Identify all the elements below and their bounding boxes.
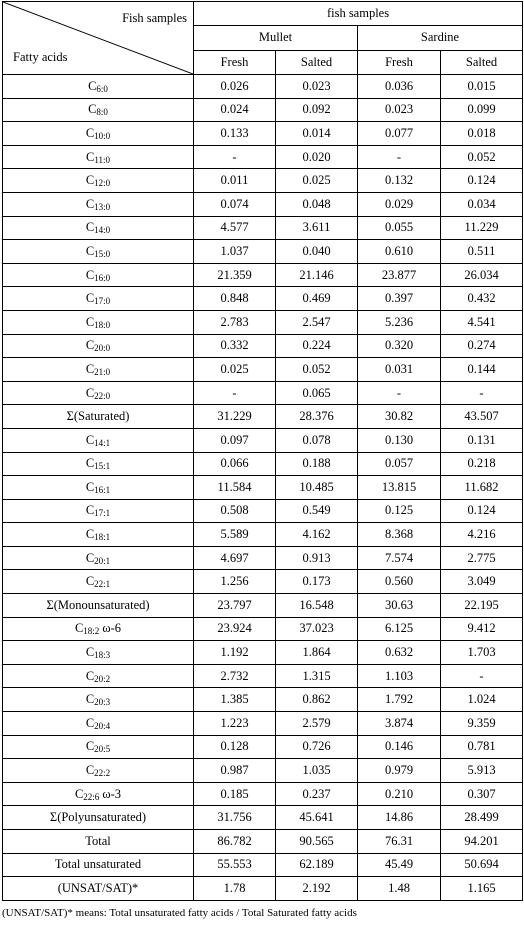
carbon-chain-subscript: 22:6 [83,791,100,802]
fatty-acid-name: C [85,645,95,660]
value-cell: 1.192 [194,641,276,665]
state-header: Fresh [358,50,441,74]
species-header-mullet: Mullet [194,26,358,50]
value-cell: 4.162 [276,523,358,547]
value-cell: 0.188 [276,452,358,476]
value-cell: 5.236 [358,310,441,334]
value-cell: 1.037 [194,240,276,264]
fatty-acid-label [3,806,194,830]
fatty-acid-label [3,853,194,877]
carbon-chain-subscript: 21:0 [94,366,111,377]
table-row [3,287,523,311]
value-cell: 45.49 [358,853,441,877]
table-row [3,546,523,570]
value-cell: 4.216 [441,523,523,547]
value-cell: 1.385 [194,688,276,712]
table-row [3,782,523,806]
value-cell: - [358,381,441,405]
carbon-chain-subscript: 11:0 [94,154,110,165]
value-cell: 0.185 [194,782,276,806]
fatty-acid-name: C [85,125,95,140]
value-cell: 10.485 [276,476,358,500]
value-cell: 0.987 [194,759,276,783]
value-cell: 0.074 [194,192,276,216]
carbon-chain-subscript: 16:0 [94,272,111,283]
value-cell: 0.024 [194,98,276,122]
value-cell: 0.237 [276,782,358,806]
value-cell: 3.049 [441,570,523,594]
value-cell: 0.052 [276,358,358,382]
table-row [3,122,523,146]
fatty-acid-name: C [85,550,95,565]
fatty-acid-label [3,169,194,193]
fatty-acid-name: Total [85,833,111,848]
value-cell: 28.376 [276,405,358,429]
value-cell: 21.359 [194,263,276,287]
fatty-acids-label: Fatty acids [13,50,68,64]
fatty-acid-name: Σ(Monounsaturated) [46,597,150,612]
fatty-acid-name: C [85,361,95,376]
value-cell: 31.756 [194,806,276,830]
table-row [3,240,523,264]
table-row [3,216,523,240]
value-cell: 94.201 [441,830,523,854]
fatty-acid-label [3,98,194,122]
fatty-acid-label [3,381,194,405]
carbon-chain-subscript: 14:0 [94,225,111,236]
value-cell: 11.229 [441,216,523,240]
value-cell: 86.782 [194,830,276,854]
value-cell: 0.128 [194,735,276,759]
table-row [3,98,523,122]
fatty-acid-label [3,452,194,476]
value-cell: 0.077 [358,122,441,146]
table-row [3,641,523,665]
value-cell: 0.025 [276,169,358,193]
value-cell: 11.682 [441,476,523,500]
fatty-acid-label [3,735,194,759]
table-row [3,263,523,287]
value-cell: 37.023 [276,617,358,641]
fatty-acid-name: C [85,668,95,683]
table-row [3,664,523,688]
value-cell: 0.332 [194,334,276,358]
table-body [3,2,523,901]
fatty-acid-label [3,75,194,99]
value-cell: 8.368 [358,523,441,547]
value-cell: 0.018 [441,122,523,146]
value-cell: 0.397 [358,287,441,311]
table-row [3,476,523,500]
value-cell: 7.574 [358,546,441,570]
value-cell: 0.144 [441,358,523,382]
fatty-acid-label [3,405,194,429]
fatty-acid-name: C [85,527,95,542]
value-cell: 0.632 [358,641,441,665]
fish-samples-label: Fish samples [122,11,187,25]
carbon-chain-subscript: 18:1 [94,532,111,543]
value-cell: 0.131 [441,428,523,452]
fatty-acid-name: C [85,479,95,494]
value-cell: 13.815 [358,476,441,500]
value-cell: 0.029 [358,192,441,216]
fatty-acid-label [3,334,194,358]
footnote: (UNSAT/SAT)* means: Total unsaturated fatty acids / Total Saturated fatty acids [2,907,357,919]
fatty-acid-label [3,782,194,806]
value-cell: 76.31 [358,830,441,854]
value-cell: 55.553 [194,853,276,877]
species-header-sardine: Sardine [358,26,523,50]
value-cell: 23.877 [358,263,441,287]
table-row [3,452,523,476]
value-cell: 3.874 [358,712,441,736]
value-cell: 0.031 [358,358,441,382]
carbon-chain-subscript: 18:0 [94,319,111,330]
value-cell: - [441,381,523,405]
fatty-acid-label [3,688,194,712]
value-cell: 1.035 [276,759,358,783]
value-cell: 0.014 [276,122,358,146]
fatty-acid-label [3,122,194,146]
fatty-acid-label [3,476,194,500]
fatty-acid-label [3,664,194,688]
value-cell: 0.726 [276,735,358,759]
carbon-chain-subscript: 20:1 [94,555,111,566]
value-cell: 9.412 [441,617,523,641]
fatty-acid-name: C [85,243,95,258]
value-cell: 1.165 [441,877,523,901]
state-header: Salted [441,50,523,74]
value-cell: 1.223 [194,712,276,736]
value-cell: 0.469 [276,287,358,311]
table-row [3,806,523,830]
header-row-group [3,2,523,26]
value-cell: 0.092 [276,98,358,122]
value-cell: 0.023 [358,98,441,122]
omega-suffix: ω-6 [99,621,122,636]
fatty-acid-name: C [85,574,95,589]
value-cell: 0.036 [358,75,441,99]
value-cell: 0.132 [358,169,441,193]
fatty-acid-name: C [85,715,95,730]
value-cell: 0.097 [194,428,276,452]
value-cell: 5.913 [441,759,523,783]
value-cell: 23.924 [194,617,276,641]
value-cell: 6.125 [358,617,441,641]
value-cell: 1.024 [441,688,523,712]
carbon-chain-subscript: 13:0 [94,201,111,212]
fatty-acid-name: C [85,291,95,306]
value-cell: 0.913 [276,546,358,570]
omega-suffix: ω-3 [99,786,122,801]
fatty-acid-label [3,546,194,570]
fatty-acid-label [3,216,194,240]
fatty-acid-label [3,570,194,594]
table-row [3,145,523,169]
value-cell: 0.026 [194,75,276,99]
value-cell: 0.023 [276,75,358,99]
fatty-acid-name: C [85,385,95,400]
table-row [3,310,523,334]
value-cell: 0.508 [194,499,276,523]
fatty-acid-name: Σ(Saturated) [66,409,130,424]
fatty-acid-label [3,192,194,216]
value-cell: 11.584 [194,476,276,500]
fatty-acid-name: C [74,621,84,636]
table-row [3,358,523,382]
value-cell: 1.864 [276,641,358,665]
value-cell: 0.040 [276,240,358,264]
value-cell: 0.610 [358,240,441,264]
fatty-acid-label [3,830,194,854]
table-row [3,523,523,547]
value-cell: 4.541 [441,310,523,334]
value-cell: 16.548 [276,594,358,618]
value-cell: 0.099 [441,98,523,122]
value-cell: 3.611 [276,216,358,240]
fatty-acid-name: C [85,763,95,778]
carbon-chain-subscript: 22:1 [94,579,111,590]
fatty-acid-label [3,617,194,641]
value-cell: 2.775 [441,546,523,570]
value-cell: 30.82 [358,405,441,429]
carbon-chain-subscript: 20:3 [94,697,111,708]
value-cell: 0.432 [441,287,523,311]
carbon-chain-subscript: 8:0 [96,107,108,118]
fatty-acid-label [3,877,194,901]
fatty-acid-name: (UNSAT/SAT)* [57,880,139,895]
value-cell: 1.78 [194,877,276,901]
value-cell: 0.055 [358,216,441,240]
fatty-acid-name: C [85,456,95,471]
table-row [3,877,523,901]
value-cell: 1.703 [441,641,523,665]
fatty-acid-label [3,145,194,169]
table-row [3,830,523,854]
value-cell: 9.359 [441,712,523,736]
table-row [3,192,523,216]
value-cell: 0.048 [276,192,358,216]
value-cell: 30.63 [358,594,441,618]
fatty-acid-label [3,287,194,311]
fatty-acid-name: C [85,338,95,353]
carbon-chain-subscript: 20:5 [94,744,111,755]
value-cell: 0.146 [358,735,441,759]
value-cell: 90.565 [276,830,358,854]
fatty-acid-label [3,759,194,783]
value-cell: 28.499 [441,806,523,830]
value-cell: 1.315 [276,664,358,688]
carbon-chain-subscript: 15:1 [94,461,111,472]
fatty-acid-label [3,310,194,334]
carbon-chain-subscript: 16:1 [94,484,111,495]
fatty-acid-name: C [85,739,95,754]
carbon-chain-subscript: 12:0 [94,178,111,189]
carbon-chain-subscript: 10:0 [94,130,111,141]
carbon-chain-subscript: 20:0 [94,343,111,354]
table-row [3,428,523,452]
value-cell: - [194,381,276,405]
table-row [3,853,523,877]
value-cell: 0.052 [441,145,523,169]
value-cell: 0.218 [441,452,523,476]
value-cell: - [441,664,523,688]
carbon-chain-subscript: 14:1 [94,437,111,448]
fatty-acid-name: Σ(Polyunsaturated) [49,810,147,825]
fatty-acid-label [3,712,194,736]
table-row [3,688,523,712]
value-cell: 0.173 [276,570,358,594]
value-cell: 0.210 [358,782,441,806]
carbon-chain-subscript: 17:0 [94,296,111,307]
fatty-acid-name: C [85,267,95,282]
value-cell: 5.589 [194,523,276,547]
carbon-chain-subscript: 22:0 [94,390,111,401]
value-cell: 0.862 [276,688,358,712]
value-cell: 0.057 [358,452,441,476]
carbon-chain-subscript: 17:1 [94,508,111,519]
value-cell: 31.229 [194,405,276,429]
value-cell: 4.577 [194,216,276,240]
value-cell: 4.697 [194,546,276,570]
table-row [3,570,523,594]
table-row [3,334,523,358]
value-cell: - [358,145,441,169]
value-cell: 0.848 [194,287,276,311]
value-cell: 0.307 [441,782,523,806]
value-cell: 0.025 [194,358,276,382]
value-cell: 0.224 [276,334,358,358]
table-row [3,499,523,523]
table-row [3,169,523,193]
value-cell: 14.86 [358,806,441,830]
value-cell: 2.192 [276,877,358,901]
carbon-chain-subscript: 18:3 [94,650,111,661]
value-cell: 22.195 [441,594,523,618]
value-cell: 50.694 [441,853,523,877]
fatty-acid-label [3,594,194,618]
table-row [3,594,523,618]
fatty-acid-name: C [74,786,84,801]
value-cell: 0.274 [441,334,523,358]
fatty-acid-name: C [88,102,97,117]
value-cell: 2.579 [276,712,358,736]
table-row [3,381,523,405]
carbon-chain-subscript: 15:0 [94,248,111,259]
value-cell: 0.065 [276,381,358,405]
value-cell: 2.732 [194,664,276,688]
value-cell: 0.034 [441,192,523,216]
carbon-chain-subscript: 22:2 [94,768,111,779]
state-header: Fresh [194,50,276,74]
value-cell: 0.511 [441,240,523,264]
value-cell: 0.125 [358,499,441,523]
value-cell: 43.507 [441,405,523,429]
value-cell: 0.560 [358,570,441,594]
value-cell: 0.130 [358,428,441,452]
value-cell: 0.133 [194,122,276,146]
value-cell: 0.078 [276,428,358,452]
fatty-acid-label [3,358,194,382]
value-cell: 1.256 [194,570,276,594]
value-cell: 1.48 [358,877,441,901]
fatty-acid-table [2,1,523,901]
value-cell: - [194,145,276,169]
carbon-chain-subscript: 6:0 [96,83,108,94]
value-cell: 1.792 [358,688,441,712]
value-cell: 0.015 [441,75,523,99]
value-cell: 0.011 [194,169,276,193]
value-cell: 62.189 [276,853,358,877]
table-row [3,735,523,759]
fatty-acid-name: C [85,220,95,235]
value-cell: 2.547 [276,310,358,334]
value-cell: 21.146 [276,263,358,287]
table-row [3,759,523,783]
fatty-acid-label [3,428,194,452]
fatty-acid-label [3,641,194,665]
group-header: fish samples [194,2,523,26]
table-row [3,712,523,736]
value-cell: 0.124 [441,499,523,523]
value-cell: 0.320 [358,334,441,358]
value-cell: 45.641 [276,806,358,830]
fatty-acid-name: C [85,196,95,211]
table-row [3,405,523,429]
value-cell: 0.781 [441,735,523,759]
carbon-chain-subscript: 20:4 [94,720,111,731]
fatty-acid-name: C [85,149,95,164]
corner-header [3,2,194,75]
fatty-acid-name: C [85,692,95,707]
carbon-chain-subscript: 18:2 [83,626,100,637]
table-row [3,617,523,641]
value-cell: 2.783 [194,310,276,334]
fatty-acid-name: C [88,78,97,93]
carbon-chain-subscript: 20:2 [94,673,111,684]
fatty-acid-label [3,263,194,287]
value-cell: 0.124 [441,169,523,193]
fatty-acid-name: C [85,314,95,329]
value-cell: 0.549 [276,499,358,523]
fatty-acid-label [3,499,194,523]
fatty-acid-name: C [85,432,95,447]
value-cell: 1.103 [358,664,441,688]
value-cell: 0.020 [276,145,358,169]
value-cell: 23.797 [194,594,276,618]
state-header: Salted [276,50,358,74]
value-cell: 0.979 [358,759,441,783]
value-cell: 0.066 [194,452,276,476]
fatty-acid-name: Total unsaturated [54,857,142,872]
table-row [3,75,523,99]
value-cell: 26.034 [441,263,523,287]
fatty-acid-label [3,240,194,264]
fatty-acid-label [3,523,194,547]
fatty-acid-name: C [85,173,95,188]
fatty-acid-name: C [85,503,95,518]
